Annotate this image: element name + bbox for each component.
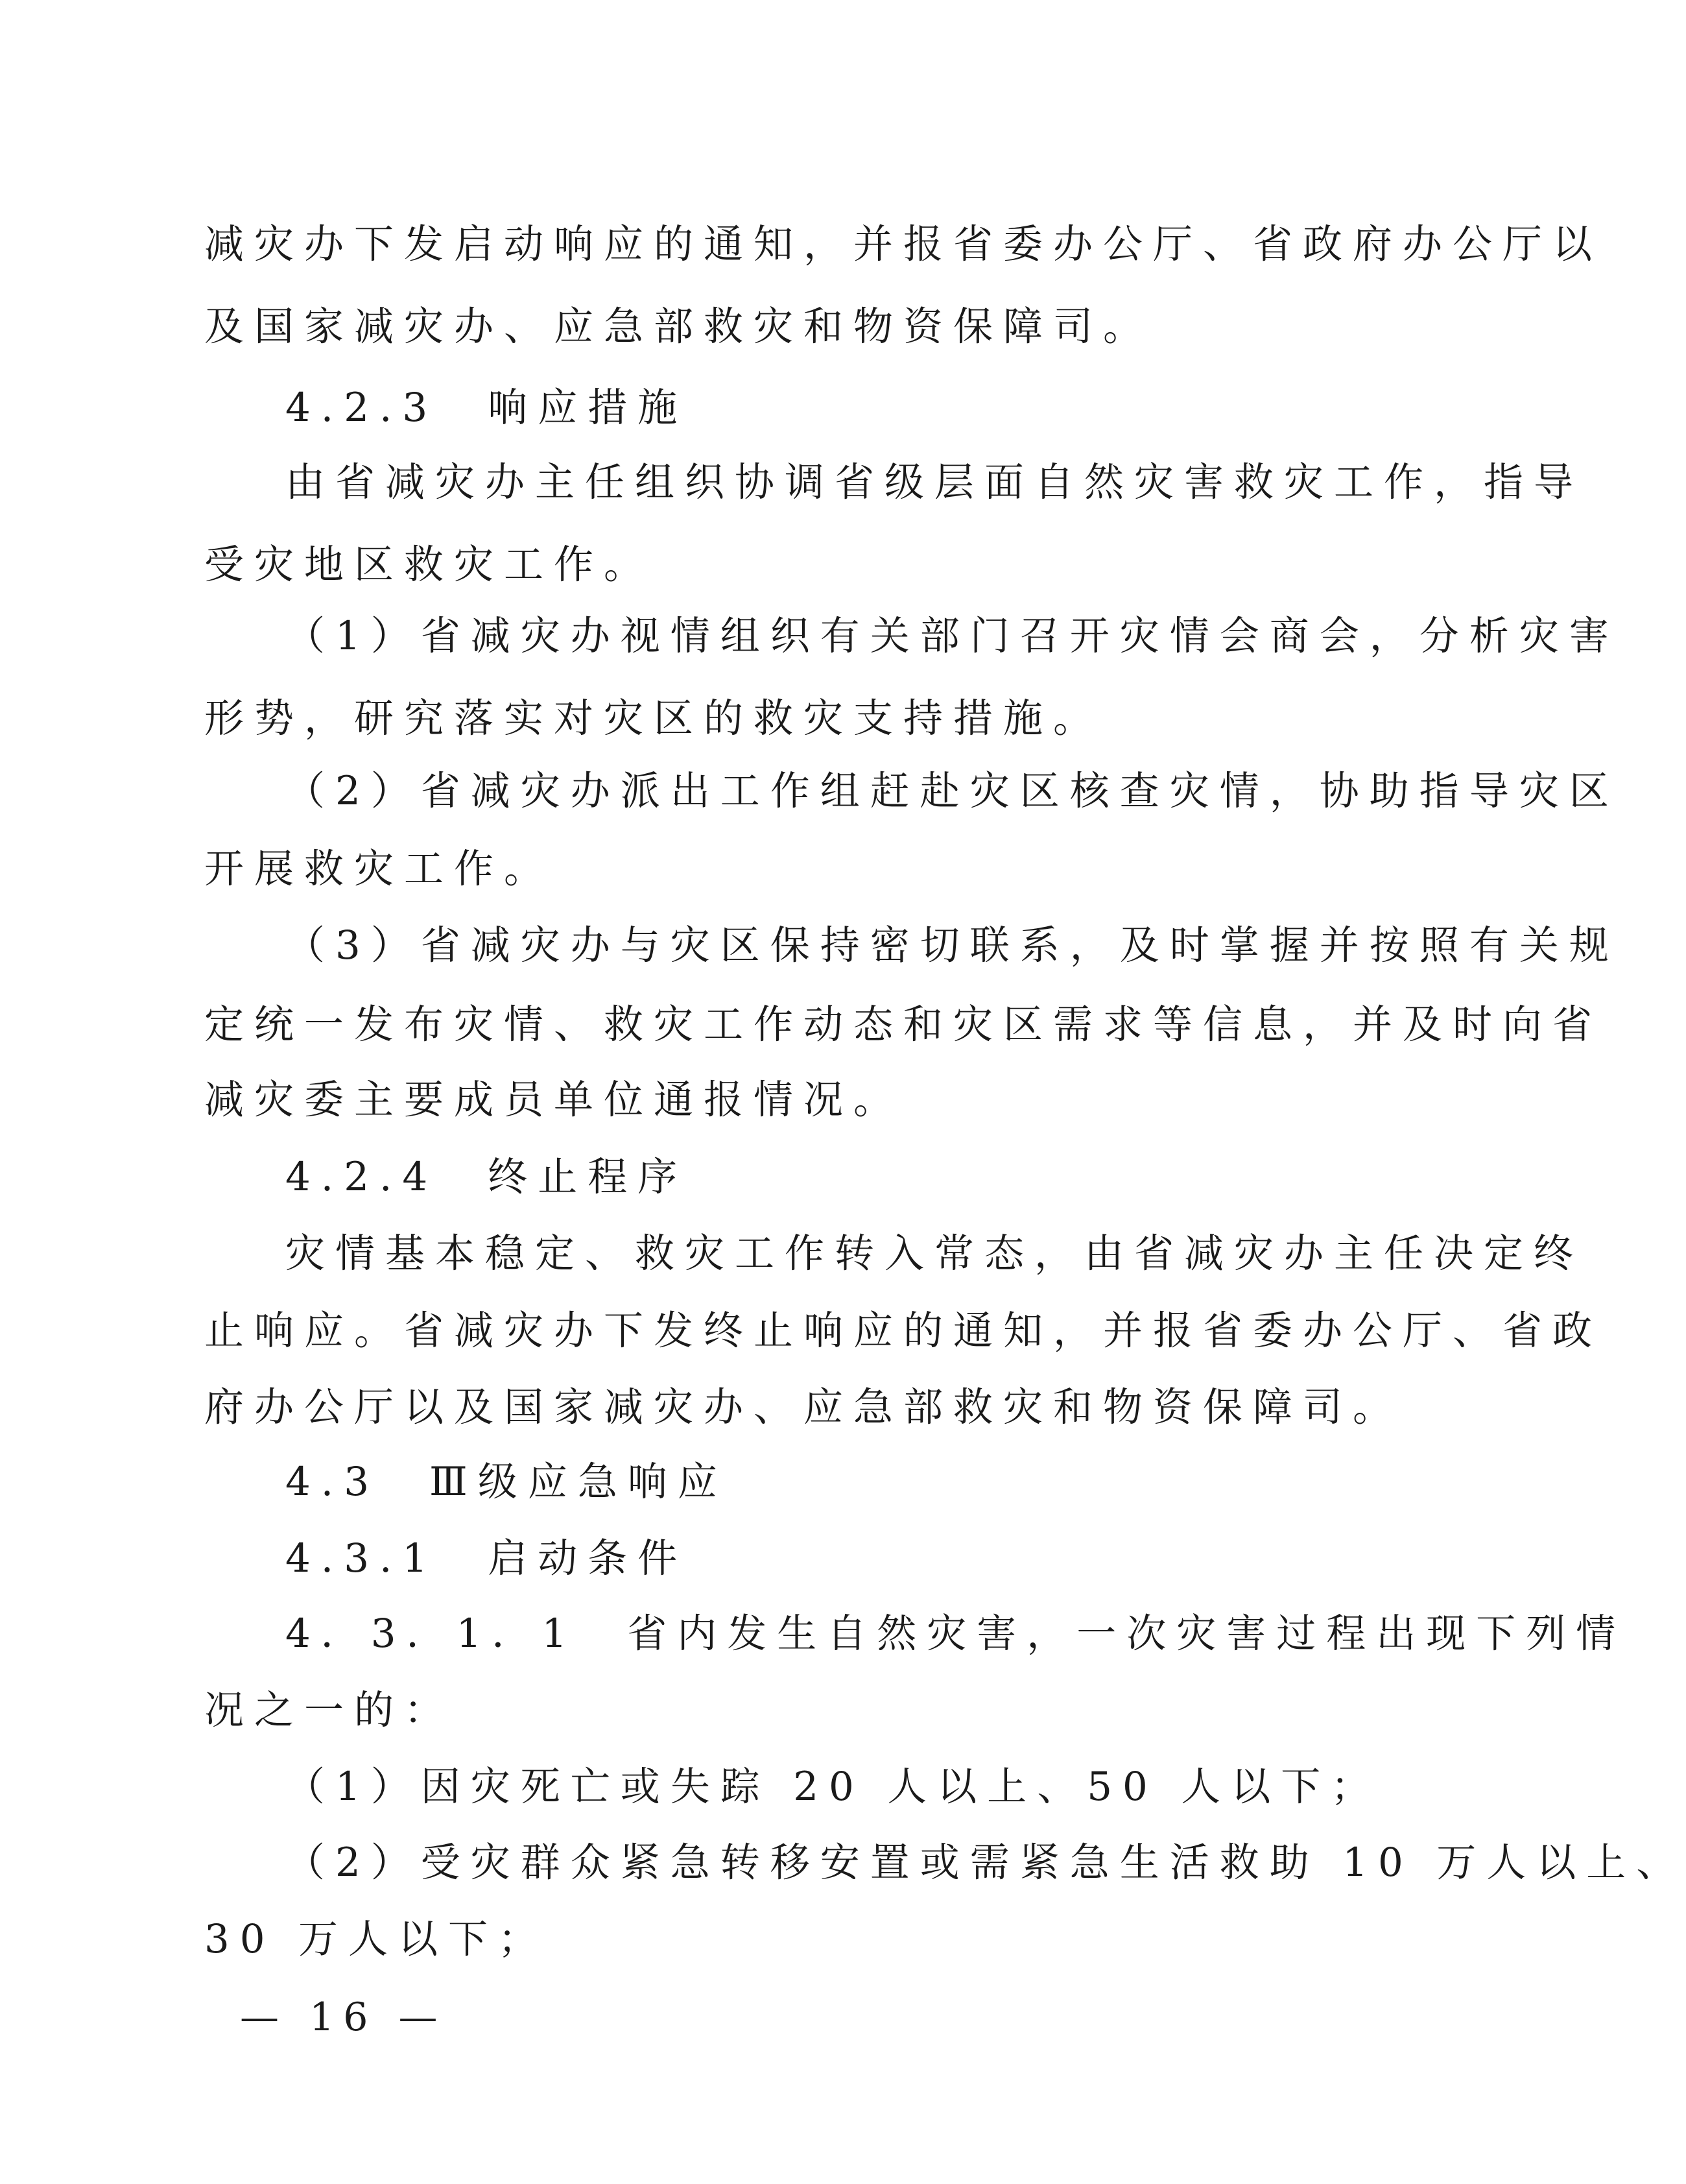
text-line: 况之一的： xyxy=(204,1687,455,1733)
text-line: 开展救灾工作。 xyxy=(204,846,554,892)
list-item-1: （1）省减灾办视情组织有关部门召开灾情会商会，分析灾害 xyxy=(285,613,1619,659)
text-line: 灾情基本稳定、救灾工作转入常态，由省减灾办主任决定终 xyxy=(285,1230,1584,1277)
text-line: 30 万人以下； xyxy=(204,1916,549,1962)
text-line: 及国家减灾办、应急部救灾和物资保障司。 xyxy=(204,304,1154,350)
section-heading-4-3-1: 4.3.1 启动条件 xyxy=(285,1535,688,1581)
text-line: 定统一发布灾情、救灾工作动态和灾区需求等信息，并及时向省 xyxy=(204,1002,1603,1048)
section-heading-4-3: 4.3 Ⅲ级应急响应 xyxy=(285,1459,728,1505)
text-line: 受灾地区救灾工作。 xyxy=(204,542,654,588)
text-line: 由省减灾办主任组织协调省级层面自然灾害救灾工作，指导 xyxy=(285,459,1584,505)
page-number: — 16 — xyxy=(240,1995,447,2040)
text-line: 减灾委主要成员单位通报情况。 xyxy=(204,1077,904,1123)
text-line: 形势，研究落实对灾区的救灾支持措施。 xyxy=(204,695,1104,741)
text-line: 府办公厅以及国家减灾办、应急部救灾和物资保障司。 xyxy=(204,1384,1403,1430)
text-line: 止响应。省减灾办下发终止响应的通知，并报省委办公厅、省政 xyxy=(204,1308,1603,1354)
text-line: 减灾办下发启动响应的通知，并报省委办公厅、省政府办公厅以 xyxy=(204,221,1603,267)
list-item-3: （3）省减灾办与灾区保持密切联系，及时掌握并按照有关规 xyxy=(285,922,1619,968)
section-heading-4-2-4: 4.2.4 终止程序 xyxy=(285,1154,688,1200)
clause-4-3-1-1: 4．3．1．1 省内发生自然灾害，一次灾害过程出现下列情 xyxy=(285,1611,1626,1657)
section-heading-4-2-3: 4.2.3 响应措施 xyxy=(285,385,688,431)
list-item-2: （2）省减灾办派出工作组赶赴灾区核查灾情，协助指导灾区 xyxy=(285,768,1619,814)
condition-item-1: （1）因灾死亡或失踪 20 人以上、50 人以下； xyxy=(285,1764,1381,1810)
condition-item-2: （2）受灾群众紧急转移安置或需紧急生活救助 10 万人以上、 xyxy=(285,1840,1686,1886)
